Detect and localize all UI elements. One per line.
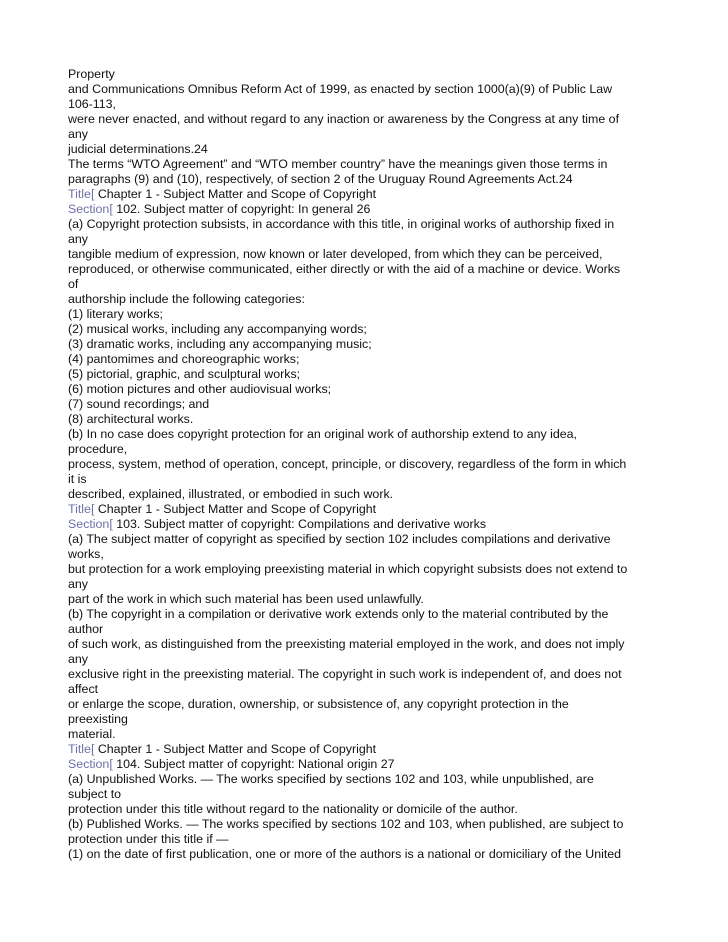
line-text: but protection for a work employing preexisting material in which copyright subsists does not extend to bbox=[68, 562, 628, 576]
document-line bbox=[68, 547, 668, 562]
document-line bbox=[68, 172, 668, 187]
heading-marker: Section[ bbox=[68, 202, 113, 216]
line-text: 103. Subject matter of copyright: Compilations and derivative works bbox=[112, 517, 487, 531]
line-text: (6) motion pictures and other audiovisual works; bbox=[68, 382, 332, 396]
document-line bbox=[68, 352, 668, 367]
document-line bbox=[68, 697, 668, 712]
line-text: any bbox=[68, 577, 88, 591]
line-text: (a) Copyright protection subsists, in accordance with this title, in original works of authorship fixed in bbox=[68, 217, 615, 231]
document-line bbox=[68, 412, 668, 427]
line-text: (7) sound recordings; and bbox=[68, 397, 210, 411]
line-text: part of the work in which such material has been used unlawfully. bbox=[68, 592, 424, 606]
line-text: were never enacted, and without regard to any inaction or awareness by the Congress at any time of bbox=[68, 112, 620, 126]
line-text: tangible medium of expression, now known or later developed, from which they can be perceived, bbox=[68, 247, 603, 261]
document-line bbox=[68, 322, 668, 337]
document-line bbox=[68, 292, 668, 307]
line-text: (8) architectural works. bbox=[68, 412, 194, 426]
document-line bbox=[68, 577, 668, 592]
document-line bbox=[68, 457, 668, 472]
document-line bbox=[68, 502, 668, 517]
line-text: 104. Subject matter of copyright: National origin 27 bbox=[112, 757, 395, 771]
line-text: Property bbox=[68, 67, 115, 81]
line-text: Chapter 1 - Subject Matter and Scope of Copyright bbox=[94, 502, 377, 516]
line-text: works, bbox=[68, 547, 104, 561]
line-text: subject to bbox=[68, 787, 122, 801]
document-line bbox=[68, 787, 668, 802]
line-text: of such work, as distinguished from the preexisting material employed in the work, and does not imply bbox=[68, 637, 625, 651]
heading-marker: Title[ bbox=[68, 187, 95, 201]
document-line bbox=[68, 67, 668, 82]
document-line bbox=[68, 472, 668, 487]
document-line bbox=[68, 142, 668, 157]
line-text: material. bbox=[68, 727, 116, 741]
document-line bbox=[68, 397, 668, 412]
line-text: (1) on the date of first publication, one or more of the authors is a national or domiciliary of the United bbox=[68, 847, 622, 861]
line-text: reproduced, or otherwise communicated, either directly or with the aid of a machine or device. Works bbox=[68, 262, 621, 276]
line-text: (b) The copyright in a compilation or derivative work extends only to the material contributed by the bbox=[68, 607, 609, 621]
line-text: author bbox=[68, 622, 104, 636]
document-line bbox=[68, 802, 668, 817]
document-line bbox=[68, 592, 668, 607]
document-line bbox=[68, 742, 668, 757]
line-text: any bbox=[68, 232, 88, 246]
document-line bbox=[68, 832, 668, 847]
line-text: (a) Unpublished Works. — The works specified by sections 102 and 103, while unpublished, are bbox=[68, 772, 594, 786]
line-text: of bbox=[68, 277, 79, 291]
document-line bbox=[68, 97, 668, 112]
heading-marker: Title[ bbox=[68, 742, 95, 756]
line-text: procedure, bbox=[68, 442, 128, 456]
line-text: judicial determinations.24 bbox=[68, 142, 208, 156]
document-line bbox=[68, 772, 668, 787]
heading-marker: Title[ bbox=[68, 502, 95, 516]
line-text: (5) pictorial, graphic, and sculptural works; bbox=[68, 367, 301, 381]
heading-marker: Section[ bbox=[68, 517, 113, 531]
document-line bbox=[68, 277, 668, 292]
document-line bbox=[68, 847, 668, 862]
document-line bbox=[68, 247, 668, 262]
document-line bbox=[68, 337, 668, 352]
document-line bbox=[68, 712, 668, 727]
line-text: (2) musical works, including any accompanying words; bbox=[68, 322, 367, 336]
line-text: it is bbox=[68, 472, 87, 486]
line-text: 106-113, bbox=[68, 97, 116, 111]
document-line bbox=[68, 817, 668, 832]
document-line bbox=[68, 637, 668, 652]
document-line bbox=[68, 307, 668, 322]
document-line bbox=[68, 532, 668, 547]
document-line bbox=[68, 727, 668, 742]
line-text: (a) The subject matter of copyright as specified by section 102 includes compilations and derivative bbox=[68, 532, 611, 546]
document-line bbox=[68, 757, 668, 772]
document-line bbox=[68, 487, 668, 502]
line-text: (b) In no case does copyright protection for an original work of authorship extend to any idea, bbox=[68, 427, 578, 441]
document-line bbox=[68, 517, 668, 532]
line-text: (4) pantomimes and choreographic works; bbox=[68, 352, 300, 366]
document-line bbox=[68, 82, 668, 97]
line-text: process, system, method of operation, concept, principle, or discovery, regardless of the form in which bbox=[68, 457, 627, 471]
line-text: affect bbox=[68, 682, 99, 696]
document-line bbox=[68, 682, 668, 697]
document-line bbox=[68, 607, 668, 622]
line-text: (3) dramatic works, including any accompanying music; bbox=[68, 337, 372, 351]
document-line bbox=[68, 667, 668, 682]
document-line bbox=[68, 262, 668, 277]
document-line bbox=[68, 652, 668, 667]
document-line bbox=[68, 187, 668, 202]
document-line bbox=[68, 112, 668, 127]
line-text: (b) Published Works. — The works specified by sections 102 and 103, when published, are subject to bbox=[68, 817, 624, 831]
line-text: The terms “WTO Agreement” and “WTO member country” have the meanings given those terms in bbox=[68, 157, 608, 171]
document-line bbox=[68, 622, 668, 637]
line-text: described, explained, illustrated, or embodied in such work. bbox=[68, 487, 394, 501]
document-line bbox=[68, 202, 668, 217]
document-line bbox=[68, 427, 668, 442]
line-text: or enlarge the scope, duration, ownership, or subsistence of, any copyright protection in the bbox=[68, 697, 569, 711]
document-line bbox=[68, 127, 668, 142]
document-line bbox=[68, 382, 668, 397]
line-text: 102. Subject matter of copyright: In general 26 bbox=[112, 202, 371, 216]
document-line bbox=[68, 367, 668, 382]
line-text: exclusive right in the preexisting material. The copyright in such work is independent of, and does not bbox=[68, 667, 622, 681]
line-text: (1) literary works; bbox=[68, 307, 164, 321]
line-text: Chapter 1 - Subject Matter and Scope of Copyright bbox=[94, 187, 377, 201]
line-text: preexisting bbox=[68, 712, 128, 726]
line-text: and Communications Omnibus Reform Act of 1999, as enacted by section 1000(a)(9) of Public Law bbox=[68, 82, 613, 96]
document-line bbox=[68, 217, 668, 232]
document-line bbox=[68, 232, 668, 247]
document-page bbox=[68, 67, 668, 862]
line-text: any bbox=[68, 127, 88, 141]
line-text: Chapter 1 - Subject Matter and Scope of Copyright bbox=[94, 742, 377, 756]
document-line bbox=[68, 442, 668, 457]
line-text: authorship include the following categories: bbox=[68, 292, 305, 306]
line-text: any bbox=[68, 652, 88, 666]
line-text: paragraphs (9) and (10), respectively, of section 2 of the Uruguay Round Agreements Act.24 bbox=[68, 172, 573, 186]
document-line bbox=[68, 562, 668, 577]
document-line bbox=[68, 157, 668, 172]
heading-marker: Section[ bbox=[68, 757, 113, 771]
line-text: protection under this title without regard to the nationality or domicile of the author. bbox=[68, 802, 518, 816]
line-text: protection under this title if — bbox=[68, 832, 229, 846]
